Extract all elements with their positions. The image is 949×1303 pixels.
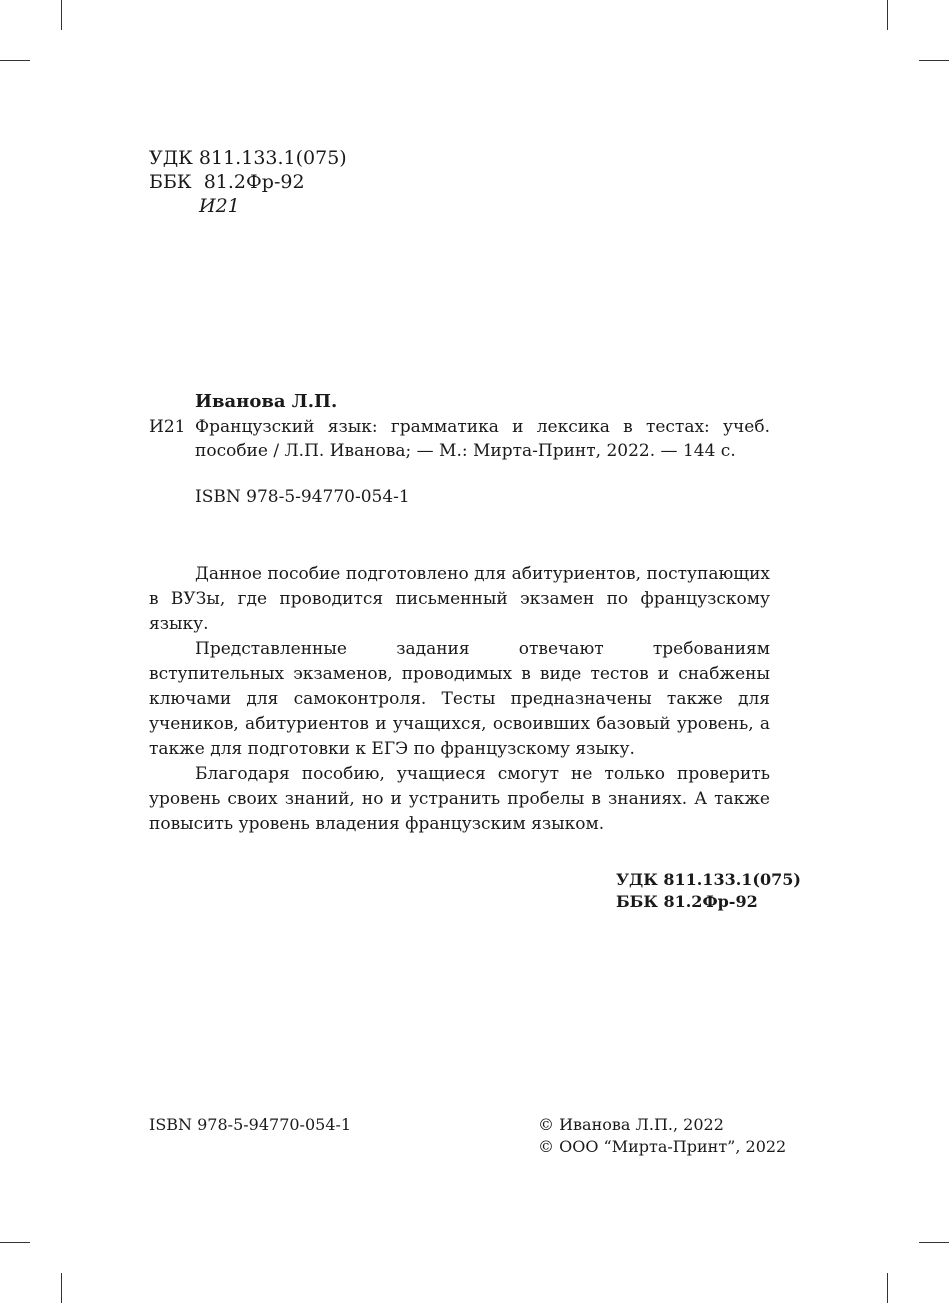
crop-mark-left-top	[0, 60, 30, 61]
copyright-publisher: © ООО “Мирта-Принт”, 2022	[538, 1137, 787, 1156]
abstract-paragraph: Данное пособие подготовлено для абитуриентов, поступающих в ВУЗы, где проводится письменный экзамен по французскому языку.	[149, 564, 770, 634]
card-entry	[149, 415, 770, 463]
header-classification-codes	[149, 146, 347, 218]
crop-mark-left-bottom	[0, 1242, 30, 1243]
abstract-paragraph: Представленные задания отвечают требованиям вступительных экзаменов, проводимых в виде тестов и снабжены ключами для самоконтроля. Тесты предназначены также для учеников, абитуриентов и учащихся, освоивших базовый уровень, а также для подготовки к ЕГЭ по французскому языку.	[149, 639, 770, 759]
card-author: Иванова Л.П.	[195, 391, 338, 412]
udk-code: УДК 811.133.1(075)	[149, 147, 347, 169]
crop-mark-top-right	[887, 0, 888, 30]
abstract-paragraph: Благодаря пособию, учащиеся смогут не только проверить уровень своих знаний, но и устранить пробелы в знаниях. А также повысить уровень владения французским языком.	[149, 764, 770, 834]
crop-mark-right-bottom	[919, 1242, 949, 1243]
card-isbn: ISBN 978-5-94770-054-1	[195, 487, 410, 507]
author-mark: И21	[199, 195, 240, 217]
copyright-block	[538, 1114, 786, 1158]
card-code: И21	[149, 417, 186, 437]
catalog-card	[149, 390, 770, 509]
crop-mark-right-top	[919, 60, 949, 61]
card-description: Французский язык: грамматика и лексика в тестах: учеб. пособие / Л.П. Иванова; — М.: Мирта-Принт, 2022. — 144 с.	[195, 417, 770, 461]
bottom-classification-codes	[616, 869, 801, 913]
footer-isbn: ISBN 978-5-94770-054-1	[149, 1115, 352, 1134]
abstract	[149, 562, 770, 837]
copyright-author: © Иванова Л.П., 2022	[538, 1115, 724, 1134]
bottom-udk-code: УДК 811.133.1(075)	[616, 870, 801, 889]
crop-mark-bottom-right	[887, 1273, 888, 1303]
crop-mark-bottom-left	[61, 1273, 62, 1303]
bbk-code: ББК 81.2Фр-92	[149, 171, 305, 193]
crop-mark-top-left	[61, 0, 62, 30]
bottom-bbk-code: ББК 81.2Фр-92	[616, 892, 758, 911]
